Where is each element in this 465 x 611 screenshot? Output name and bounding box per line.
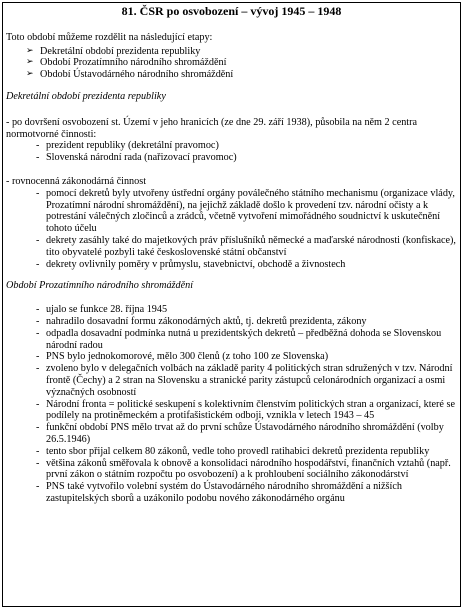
stage-item: ➢ Období Prozatímního národního shromáždění: [26, 57, 457, 69]
list-item: - ujalo se funkce 28. října 1945: [36, 304, 457, 316]
list-item: - nahradilo dosavadní formu zákonodárných aktů, tj. dekretů prezidenta, zákony: [36, 316, 457, 328]
section-heading-decree: Dekretální období prezidenta republiky: [6, 90, 166, 102]
list-item: - odpadla dosavadní podmínka nutná u prezidentských dekretů – předběžná dohoda se Slovenskou národní radou: [36, 328, 457, 352]
list-item: - Národní fronta = politické seskupení s kolektivním členstvím politických stran a organizací, které se podílely na protiněmeckém a protifašistickém odboji, vznikla v letech 1943 – 45: [36, 399, 457, 423]
list-item: - PNS také vytvořilo volební systém do Ústavodárného národního shromáždění a nižších zastupitelských sborů a uzákonilo podobu nového zákonodárného orgánu: [36, 481, 457, 505]
provisional-items-list: [6, 304, 457, 505]
list-item: - dekrety zasáhly také do majetkových práv příslušníků německé a maďarské národnosti (konfiskace), tito obyvatelé pozbyli také československé státní občanství: [36, 235, 457, 259]
list-item: - prezident republiky (dekretální pravomoc): [36, 140, 457, 152]
stage-item: ➢ Dekretální období prezidenta republiky: [26, 46, 457, 58]
stages-list: [6, 46, 457, 81]
decree-intro: - po dovršení osvobození st. Území v jeho hranicích (ze dne 29. září 1938), působila na něm 2 centra normotvorné činnosti:: [6, 116, 418, 140]
list-item: - tento sbor přijal celkem 80 zákonů, vedle toho provedl ratihabici dekretů prezidenta republiky: [36, 446, 457, 458]
section-heading-provisional: Období Prozatímního národního shromáždění: [6, 280, 194, 292]
stage-item: ➢ Období Ústavodárného národního shromáždění: [26, 69, 457, 81]
list-item: - zvoleno bylo v delegačních volbách na základě parity 4 politických stran sdružených v tzv. Národní frontě (Čechy) a 2 stran na Slovensku a stranické parity zástupců celonárodních organizací a osmi význačných osobností: [36, 363, 457, 398]
list-item: - pomocí dekretů byly utvořeny ústřední orgány poválečného státního mechanismu (organizace vlády, Prozatímní národní shromáždění), na jejichž základě došlo k provedení tzv. národní očisty a k potrestání válečných zločinců a zrádců, včetně vytvoření mimořádného soudnictví k uskutečnění tohoto účelu: [36, 188, 457, 235]
list-item: - funkční období PNS mělo trvat až do první schůze Ústavodárného národního shromáždění (volby 26.5.1946): [36, 422, 457, 446]
list-item: - většina zákonů směřovala k obnově a konsolidaci národního hospodářství, finančních vztahů (např. první zákon o státním rozpočtu po osvobození) a k prohloubení sociálního zákonodárství: [36, 458, 457, 482]
list-item: - dekrety ovlivnily poměry v průmyslu, stavebnictví, obchodě a živnostech: [36, 259, 457, 271]
page-title: 81. ČSR po osvobození – vývoj 1945 – 1948: [121, 4, 342, 18]
intro-text: Toto období můžeme rozdělit na následující etapy:: [6, 31, 213, 43]
decree-items-list: [6, 188, 457, 271]
centers-list: [6, 140, 457, 164]
list-item: - PNS bylo jednokomorové, mělo 300 členů (z toho 100 ze Slovenska): [36, 351, 457, 363]
document-page: [2, 2, 461, 607]
decree-equal: - rovnocenná zákonodárná činnost: [6, 175, 147, 187]
list-item: - Slovenská národní rada (nařizovací pravomoc): [36, 152, 457, 164]
